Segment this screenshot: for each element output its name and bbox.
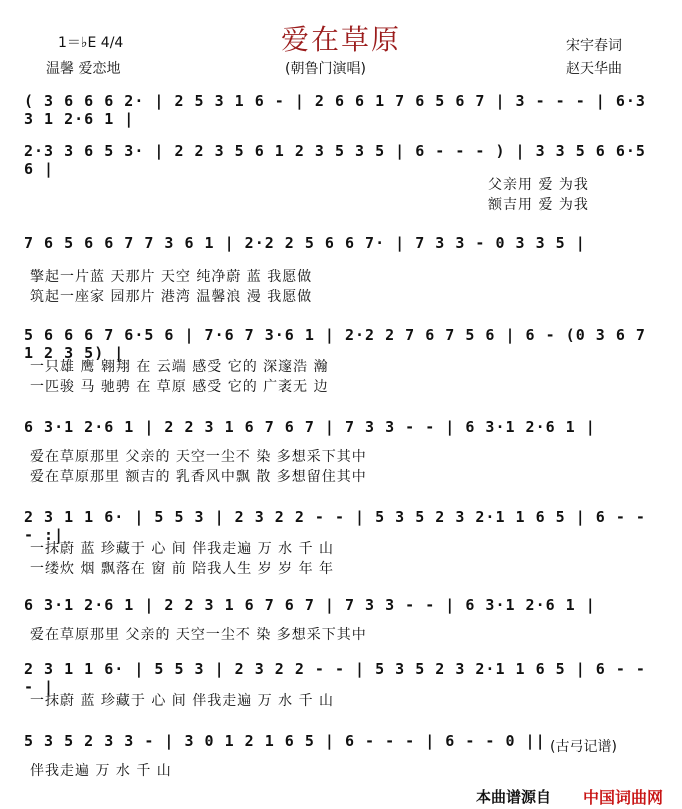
lyric-line: 父亲用 爱 为我	[488, 177, 589, 193]
notation-row-notes: 6 3·1 2·6 1 | 2 2 3 1 6 7 6 7 | 7 3 3 - - | 6 3·1 2·6 1 |	[24, 418, 596, 436]
lyric-line: 爱在草原那里 父亲的 天空一尘不 染 多想采下其中	[30, 627, 367, 643]
notation-row-notes: 2·3 3 6 5 3· | 2 2 3 5 6 1 2 3 5 3 5 | 6 - - - ) | 3 3 5 6 6·5 6 |	[24, 142, 646, 178]
lyric-line: 一抹蔚 蓝 珍藏于 心 间 伴我走遍 万 水 千 山	[30, 693, 335, 709]
notation-row-notes: 6 3·1 2·6 1 | 2 2 3 1 6 7 6 7 | 7 3 3 - - | 6 3·1 2·6 1 |	[24, 596, 596, 614]
lyric-line: 爱在草原那里 额吉的 乳香风中飘 散 多想留住其中	[30, 469, 367, 485]
source-label: 本曲谱源自	[476, 788, 552, 806]
lyric-line: 爱在草原那里 父亲的 天空一尘不 染 多想采下其中	[30, 449, 367, 465]
lyric-line: 一匹骏 马 驰骋 在 草原 感受 它的 广袤无 边	[30, 379, 329, 395]
transcriber-note: (古弓记谱)	[550, 739, 617, 755]
notation-row-notes: 5 6 6 6 7 6·5 6 | 7·6 7 3·6 1 | 2·2 2 7 6 7 5 6 | 6 - (0 3 6 7 1 2 3 5) |	[24, 326, 646, 362]
lyric-line: 筑起一座家 园那片 港湾 温馨浪 漫 我愿做	[30, 289, 313, 305]
notation-row-5	[24, 418, 660, 442]
notation-row-4	[24, 326, 660, 362]
notation-row-notes: 5 3 5 2 3 3 - | 3 0 1 2 1 6 5 | 6 - - - | 6 - - 0 ||	[24, 732, 546, 750]
performer: (朝鲁门演唱)	[285, 61, 366, 77]
notation-row-6	[24, 508, 660, 544]
notation-row-3	[24, 234, 660, 258]
notation-row-notes: 2 3 1 1 6· | 5 5 3 | 2 3 2 2 - - | 5 3 5 2 3 2·1 1 6 5 | 6 - - - |	[24, 660, 646, 696]
lyric-line: 一只雄 鹰 翱翔 在 云端 感受 它的 深邃浩 瀚	[30, 359, 329, 375]
song-title: 爱在草原	[280, 23, 401, 56]
mood-marking: 温馨 爱恋地	[46, 61, 121, 77]
lyric-line: 擎起一片蓝 天那片 天空 纯净蔚 蓝 我愿做	[30, 269, 313, 285]
site-name-link[interactable]: 中国词曲网	[583, 788, 664, 807]
notation-row-notes: 2 3 1 1 6· | 5 5 3 | 2 3 2 2 - - | 5 3 5 2 3 2·1 1 6 5 | 6 - - - :|	[24, 508, 646, 544]
lyric-line: 额吉用 爱 为我	[488, 197, 589, 213]
composer: 赵天华曲	[566, 61, 622, 77]
notation-row-2	[24, 142, 660, 178]
lyric-line: 伴我走遍 万 水 千 山	[30, 763, 172, 779]
notation-row-1	[24, 92, 660, 128]
key-signature: 1＝♭E 4/4	[58, 35, 124, 51]
lyric-line: 一缕炊 烟 飘落在 窗 前 陪我人生 岁 岁 年 年	[30, 561, 335, 577]
notation-row-8	[24, 660, 660, 696]
notation-row-notes: ( 3 6 6 6 2· | 2 5 3 1 6 - | 2 6 6 1 7 6 5 6 7 | 3 - - - | 6·3 3 1 2·6 1 |	[24, 92, 646, 128]
notation-row-7	[24, 596, 660, 620]
lyric-line: 一抹蔚 蓝 珍藏于 心 间 伴我走遍 万 水 千 山	[30, 541, 335, 557]
lyricist: 宋宇春词	[566, 38, 622, 54]
notation-row-notes: 7 6 5 6 6 7 7 3 6 1 | 2·2 2 5 6 6 7· | 7 3 3 - 0 3 3 5 |	[24, 234, 586, 252]
